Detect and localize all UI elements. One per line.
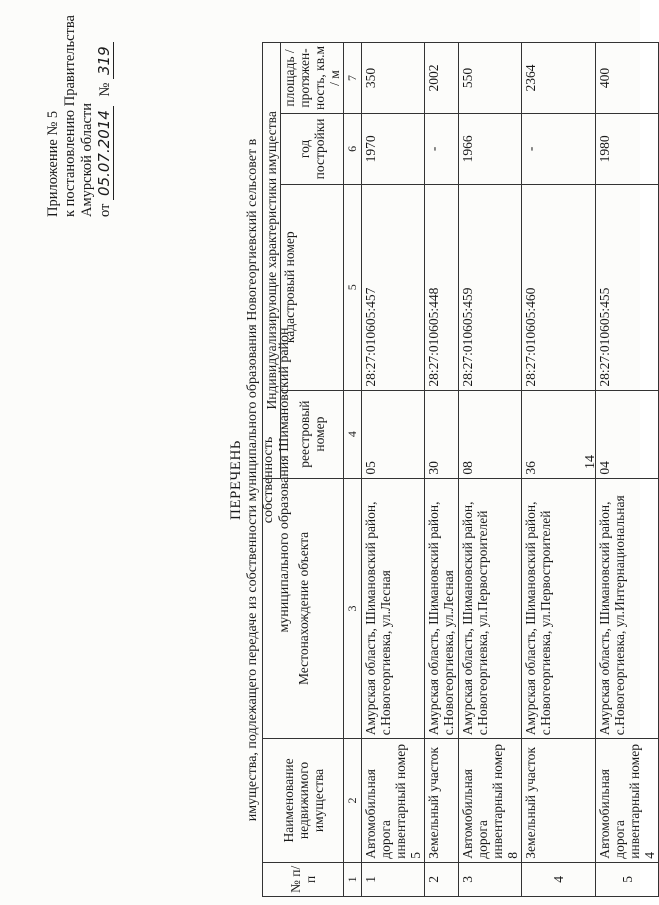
property-name: Автомобильная дорога инвентарный номер 4 <box>596 739 659 862</box>
header-area: площадь / протяжен-ность, кв.м / м <box>281 43 344 114</box>
appendix-line-1: Приложение № 5 <box>45 110 61 217</box>
table-row <box>596 43 659 897</box>
registry-number: 04 <box>596 390 659 478</box>
subtitle-line-2: муниципального образования Шимановский район <box>277 327 292 633</box>
cadastral-number: 28:27:010605:455 <box>596 184 659 390</box>
header-group: Индивидуализирующие характеристики имущества <box>263 43 281 479</box>
registry-number: 08 <box>459 390 522 478</box>
row-number: 5 <box>596 862 659 896</box>
header-registry: реестровый номер <box>281 390 344 478</box>
build-year: 1966 <box>459 113 522 184</box>
table-row <box>425 43 459 897</box>
col-number: 2 <box>344 739 362 862</box>
build-year: - <box>425 113 459 184</box>
header-cadastral: кадастровый номер <box>281 184 344 390</box>
handwritten-number: 319 <box>95 42 114 79</box>
property-location: Амурская область, Шимановский район, с.Новогеоргиевка, ул.Первостроителей <box>459 478 522 739</box>
property-name: Автомобильная дорога инвентарный номер 5 <box>362 739 425 862</box>
row-number: 1 <box>362 862 425 896</box>
registry-number: 05 <box>362 390 425 478</box>
page-number: 14 <box>583 455 598 469</box>
col-number: 6 <box>344 113 362 184</box>
table-row <box>459 43 522 897</box>
col-number: 3 <box>344 478 362 739</box>
property-name: Земельный участок <box>425 739 459 862</box>
col-number: 1 <box>344 862 362 896</box>
cadastral-number: 28:27:010605:457 <box>362 184 425 390</box>
registry-number: 30 <box>425 390 459 478</box>
subtitle-line-1: имущества, подлежащего передаче из собственности муниципального образования Новогеоргиевский сельсовет в собственность <box>245 138 276 822</box>
appendix-date-line <box>96 15 114 217</box>
header-year: год постройки <box>281 113 344 184</box>
property-table <box>262 42 659 897</box>
cadastral-number: 28:27:010605:460 <box>522 184 596 390</box>
appendix-line-2: к постановлению Правительства <box>62 15 78 217</box>
row-number: 4 <box>522 862 596 896</box>
row-number: 2 <box>425 862 459 896</box>
area-length: 350 <box>362 43 425 114</box>
property-location: Амурская область, Шимановский район, с.Новогеоргиевка, ул.Первостроителей <box>522 478 596 739</box>
appendix-line-3: Амурской области <box>79 103 95 217</box>
area-length: 400 <box>596 43 659 114</box>
area-length: 2364 <box>522 43 596 114</box>
registry-number: 36 <box>522 390 596 478</box>
col-number: 7 <box>344 43 362 114</box>
build-year: 1970 <box>362 113 425 184</box>
build-year: - <box>522 113 596 184</box>
appendix-block <box>45 15 114 217</box>
col-number: 4 <box>344 390 362 478</box>
column-numbers-row <box>344 43 362 897</box>
document-title: ПЕРЕЧЕНЬ <box>228 440 244 520</box>
number-prefix: № <box>97 82 113 97</box>
property-name: Земельный участок <box>522 739 596 862</box>
date-prefix: от <box>97 203 113 217</box>
handwritten-date: 05.07.2014 <box>95 106 114 200</box>
col-number: 5 <box>344 184 362 390</box>
property-location: Амурская область, Шимановский район, с.Новогеоргиевка, ул.Лесная <box>362 478 425 739</box>
property-name: Автомобильная дорога инвентарный номер 8 <box>459 739 522 862</box>
area-length: 2002 <box>425 43 459 114</box>
property-location: Амурская область, Шимановский район, с.Новогеоргиевка, ул.Интернациональная <box>596 478 659 739</box>
area-length: 550 <box>459 43 522 114</box>
header-location: Местонахождение объекта <box>263 478 344 739</box>
property-location: Амурская область, Шимановский район, с.Новогеоргиевка, ул.Лесная <box>425 478 459 739</box>
table-row <box>362 43 425 897</box>
cadastral-number: 28:27:010605:448 <box>425 184 459 390</box>
table-row <box>522 43 596 897</box>
row-number: 3 <box>459 862 522 896</box>
header-name: Наименование недвижимого имущества <box>263 739 344 862</box>
header-number: № п/п <box>263 862 344 896</box>
build-year: 1980 <box>596 113 659 184</box>
cadastral-number: 28:27:010605:459 <box>459 184 522 390</box>
